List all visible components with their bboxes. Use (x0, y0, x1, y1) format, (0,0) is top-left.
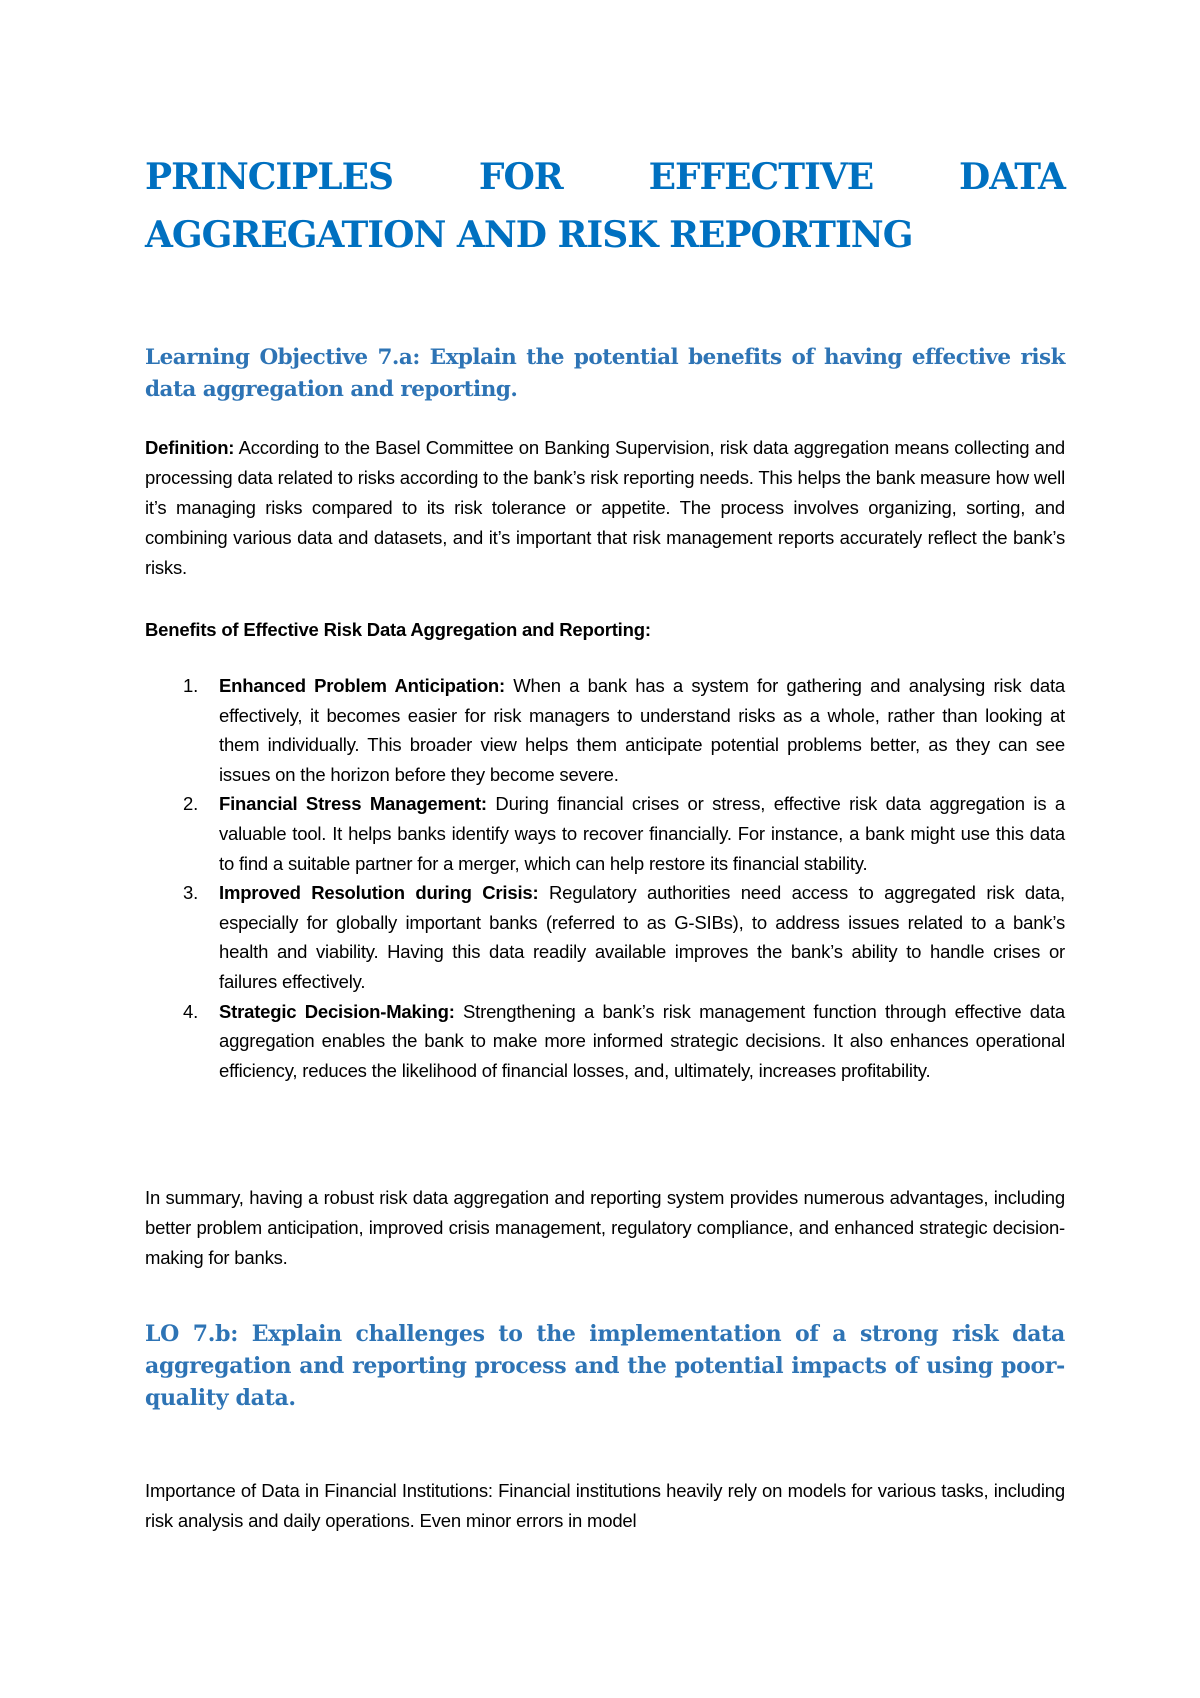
list-item (145, 878, 1065, 996)
document-title (145, 148, 1065, 264)
list-item-text: When a bank has a system for gathering and analysing risk data effectively, it becomes easier for risk managers to understand risks as a whole, rather than looking at them individually. This broader view helps them anticipate potential problems better, as they can see issues on the horizon before they become severe. (219, 675, 1066, 785)
learning-objective-7b-heading: LO 7.b: Explain challenges to the implementation of a strong risk data aggregation and reporting process and the potential impacts of using poor-quality data. (145, 1321, 1065, 1411)
title-line-1: PRINCIPLES FOR EFFECTIVE DATA (145, 156, 1065, 198)
list-item-number: 3. (183, 882, 199, 904)
list-item-text: Regulatory authorities need access to aggregated risk data, especially for globally important banks (referred to as G-SIBs), to address issues related to a bank’s health and viability. Having this data readily available improves the bank’s ability to handle crises or failures effectively. (219, 882, 1065, 992)
benefits-heading: Benefits of Effective Risk Data Aggregation and Reporting: (145, 619, 651, 640)
list-item-number: 4. (183, 1000, 199, 1022)
importance-paragraph: Importance of Data in Financial Institutions: Financial institutions heavily rely on models for various tasks, including risk analysis and daily operations. Even minor errors in model (145, 1480, 1065, 1531)
list-item-text: During financial crises or stress, effective risk data aggregation is a valuable tool. It helps banks identify ways to recover financially. For instance, a bank might use this data to find a suitable partner for a merger, which can help restore its financial stability. (219, 793, 1066, 874)
list-item-title: Financial Stress Management: (219, 793, 487, 815)
list-item (145, 671, 1065, 789)
list-item-number: 1. (183, 675, 199, 696)
list-item (145, 789, 1065, 878)
list-item (145, 997, 1065, 1086)
list-item-title: Enhanced Problem Anticipation: (219, 675, 505, 696)
summary-paragraph: In summary, having a robust risk data aggregation and reporting system provides numerous advantages, including better problem anticipation, improved crisis management, regulatory compliance, and enhanced strategic decision-making for banks. (145, 1187, 1065, 1268)
benefits-list (145, 671, 1065, 1085)
list-item-text: Strengthening a bank’s risk management function through effective data aggregation enables the bank to make more informed strategic decisions. It also enhances operational efficiency, reduces the likelihood of financial losses, and, ultimately, increases profitability. (219, 1000, 1065, 1081)
definition-label: Definition: (145, 437, 235, 458)
list-item-number: 2. (183, 793, 199, 815)
definition-text: According to the Basel Committee on Banking Supervision, risk data aggregation means collecting and processing data related to risks according to the bank’s risk reporting needs. This helps the bank measure how well it’s managing risks compared to its risk tolerance or appetite. The process involves organizing, sorting, and combining various data and datasets, and it’s important that risk management reports accurately reflect the bank’s risks. (145, 437, 1065, 578)
definition-paragraph (145, 433, 1065, 583)
list-item-title: Strategic Decision-Making: (219, 1000, 455, 1022)
list-item-title: Improved Resolution during Crisis: (219, 882, 539, 904)
title-line-2: AGGREGATION AND RISK REPORTING (145, 214, 913, 256)
learning-objective-7a-heading: Learning Objective 7.a: Explain the potential benefits of having effective risk data aggregation and reporting. (145, 345, 1065, 402)
